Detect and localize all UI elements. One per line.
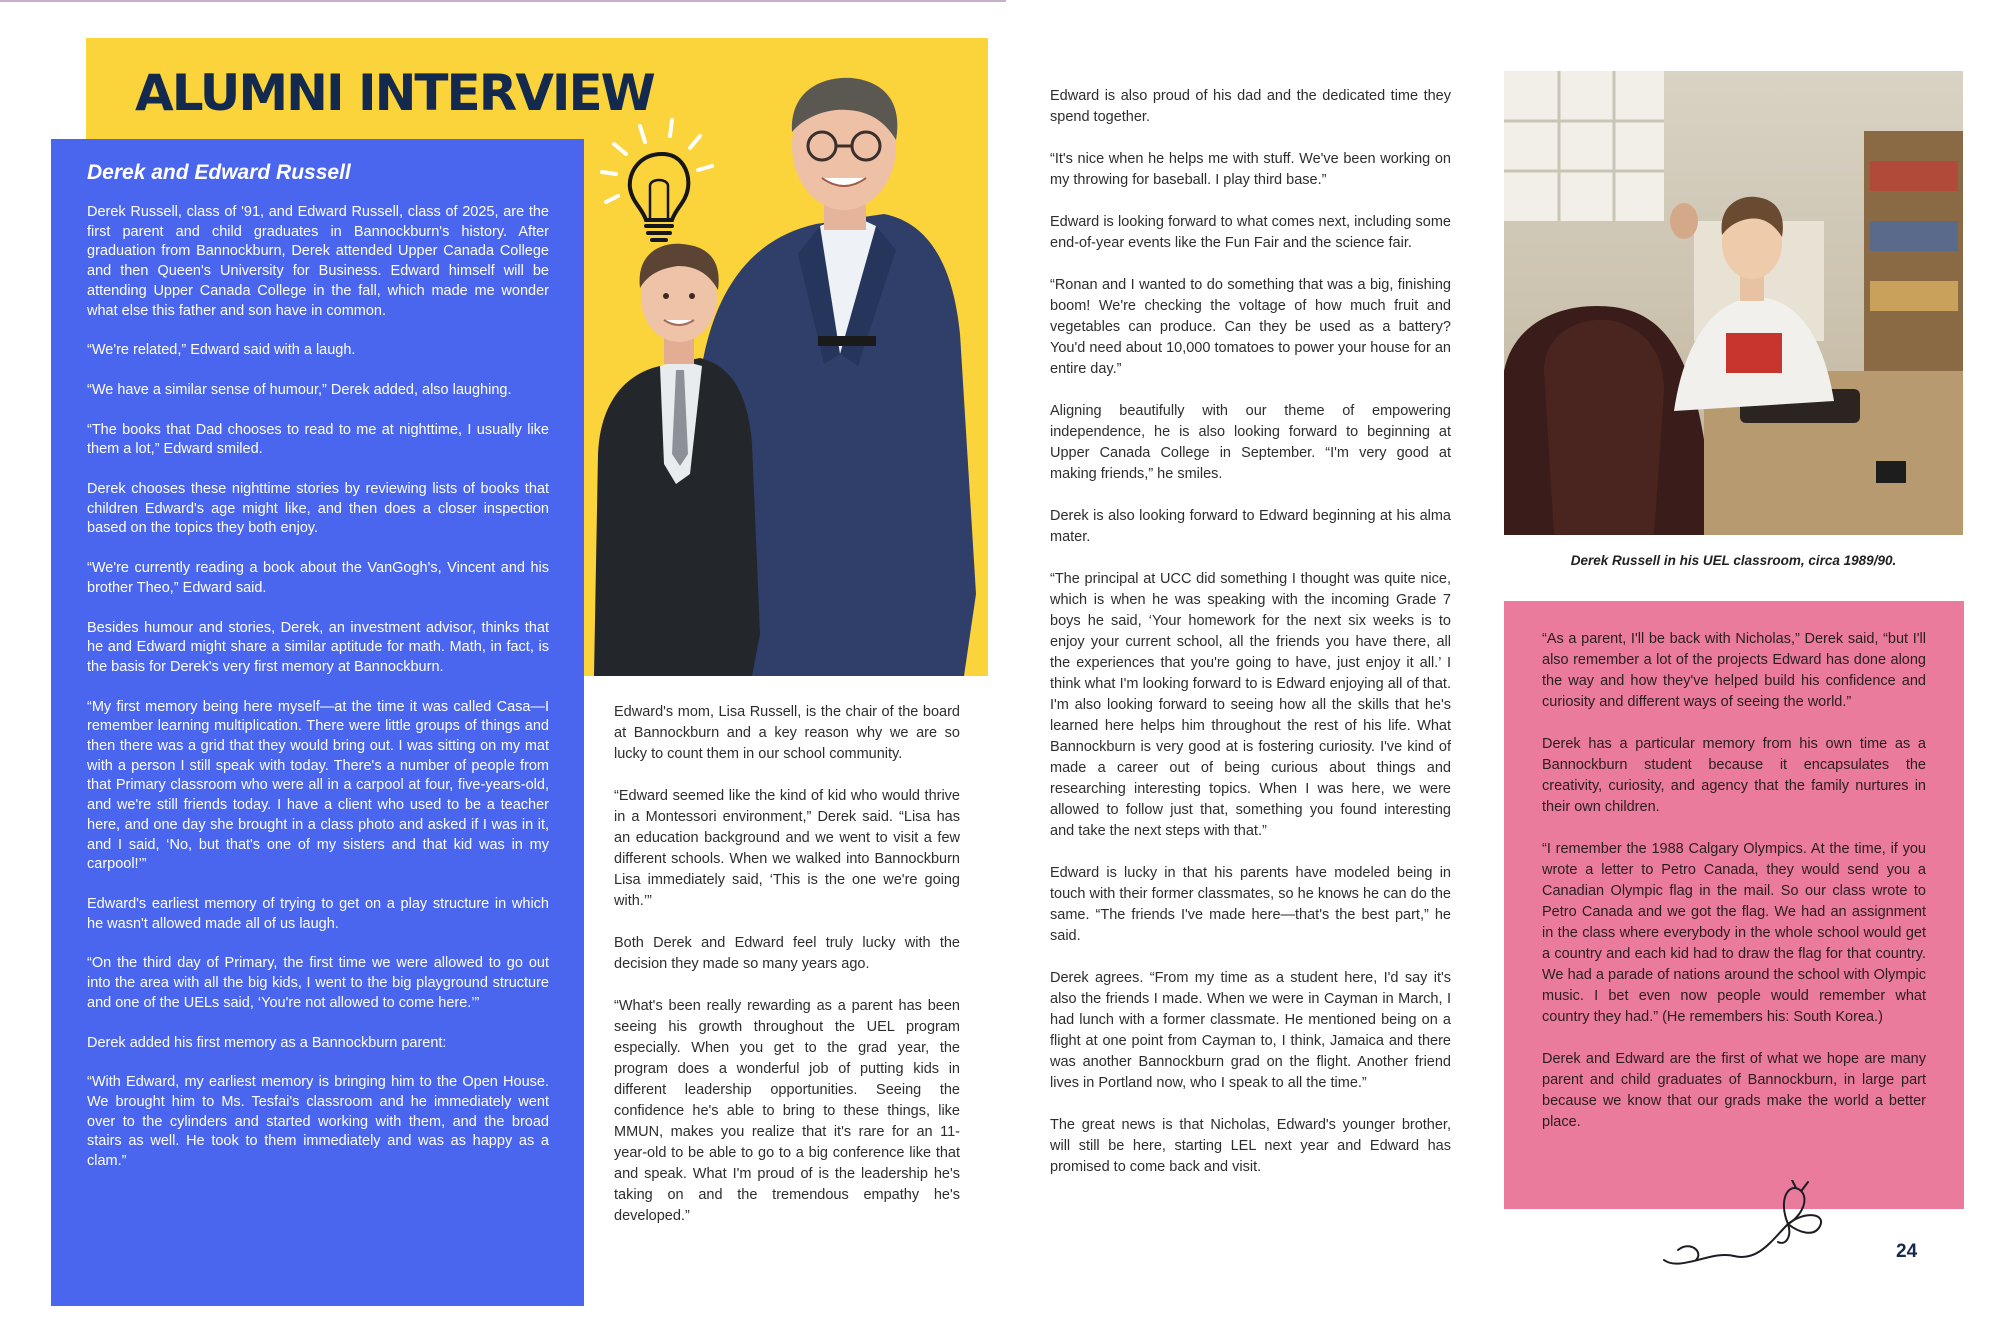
paragraph: “I remember the 1988 Calgary Olympics. At the time, if you wrote a letter to Petro Canada, they would send you a Canadian Olympic flag in the mail. So our class wrote to Petro Canada and we got the flag. We had an assignment in the class where everybody in the whole school would get a country and each kid had to draw the flag for that country. We had a parade of nations around the school with Olympic music. I bet even now people would remember what country they had.” (He remembers his: South Korea.): [1542, 841, 1926, 1025]
interview-heading: Derek and Edward Russell: [87, 161, 351, 184]
paragraph: Edward is lucky in that his parents have modeled being in touch with their former classmates, so he knows he can do the same. “The friends I've made here—that's the best part,” he said.: [1050, 865, 1451, 944]
paragraph: Derek and Edward are the first of what we hope are many parent and child graduates of Bannockburn, in large part because we know that our grads make the world a better place.: [1542, 1051, 1926, 1130]
pullout-box: [1504, 601, 1964, 1209]
photo-caption: Derek Russell in his UEL classroom, circa 1989/90.: [1570, 553, 1897, 568]
paragraph: “It's nice when he helps me with stuff. We've been working on my throwing for baseball. I play third base.”: [1050, 151, 1451, 188]
paragraph: Edward's earliest memory of trying to get on a play structure in which he wasn't allowed made all of us laugh.: [87, 895, 549, 932]
article-column-right: [1050, 86, 1451, 1199]
page-number: 24: [1896, 1241, 1918, 1262]
paragraph: Derek Russell, class of '91, and Edward Russell, class of 2025, are the first parent and child graduates in Bannockburn's history. After graduation from Bannockburn, Derek attended Upper Canada College and then Queen's University for Business. Edward himself will be attending Upper Canada College in the fall, which made me wonder what else this father and son have in common.: [87, 204, 549, 319]
paragraph: Derek is also looking forward to Edward beginning at his alma mater.: [1050, 508, 1451, 545]
paragraph: “Ronan and I wanted to do something that was a big, finishing boom! We're checking the voltage of how much fruit and vegetables can produce. Can they be used as a battery? You'd need about 10,000 tomatoes to power your house for an entire day.”: [1050, 277, 1451, 377]
paragraph: Edward's mom, Lisa Russell, is the chair of the board at Bannockburn and a key reason why we are so lucky to count them in our school community.: [614, 704, 960, 762]
paragraph: “We have a similar sense of humour,” Derek added, also laughing.: [87, 381, 512, 398]
top-rule: [0, 0, 1006, 2]
paragraph: “My first memory being here myself—at the time it was called Casa—I remember learning multiplication. There were little groups of things and then there was a grid that they would bring out. I was sitting on my mat with a person I still speak with today. There's a number of people from that Primary classroom who were all in a carpool at four, five-years-old, and we're still friends today. I have a client who used to be a teacher here, and one day she brought in a class photo and asked if I was in it, and I said, ‘No, but that's one of my sisters and that kid was in my carpool!’”: [87, 698, 549, 873]
butterfly-icon: [1660, 1180, 1830, 1272]
intro-sidebar: [51, 139, 584, 1306]
paragraph: The great news is that Nicholas, Edward's younger brother, will still be here, starting LEL next year and Edward has promised to come back and visit.: [1050, 1117, 1451, 1175]
paragraph: Both Derek and Edward feel truly lucky with the decision they made so many years ago.: [614, 935, 960, 972]
paragraph: “What's been really rewarding as a parent has been seeing his growth throughout the UEL program especially. When you get to the grad year, the program does a wonderful job of putting kids in different leadership opportunities. Seeing the confidence he's able to bring to these things, like MMUN, makes you realize that it's rare for an 11-year-old to be able to go to a big conference like that and speak. What I'm proud of is the leadership he's taking on and the tremendous empathy he's developed.”: [614, 998, 960, 1224]
father-son-photo: [584, 74, 988, 676]
paragraph: Derek has a particular memory from his own time as a Bannockburn student because it encapsulates the creativity, curiosity, and agency that the family nurtures in their own children.: [1542, 736, 1926, 815]
paragraph: Aligning beautifully with our theme of empowering independence, he is also looking forward to beginning at Upper Canada College in September. “I'm very good at making friends,” he smiles.: [1050, 403, 1451, 482]
paragraph: “Edward seemed like the kind of kid who would thrive in a Montessori environment,” Derek said. “Lisa has an education background and we went to visit a few different schools. When we walked into Bannockburn Lisa immediately said, ‘This is the one we're going with.’”: [614, 788, 960, 909]
paragraph: “We're currently reading a book about the VanGogh's, Vincent and his brother Theo,” Edward said.: [87, 560, 549, 596]
paragraph: Edward is also proud of his dad and the dedicated time they spend together.: [1050, 88, 1451, 125]
lightbulb-icon: [602, 120, 712, 240]
paragraph: Edward is looking forward to what comes next, including some end-of-year events like the Fun Fair and the science fair.: [1050, 214, 1451, 251]
paragraph: “We're related,” Edward said with a laugh.: [87, 342, 356, 359]
page-title: ALUMNI INTERVIEW: [135, 64, 654, 122]
paragraph: Derek added his first memory as a Bannockburn parent:: [87, 1034, 447, 1051]
paragraph: “As a parent, I'll be back with Nicholas,” Derek said, “but I'll also remember a lot of the projects Edward has done along the way and how they've helped build his confidence and curiosity and different ways of seeing the world.”: [1542, 631, 1926, 710]
paragraph: Besides humour and stories, Derek, an investment advisor, thinks that he and Edward might share a similar aptitude for math. Math, in fact, is the basis for Derek's very first memory at Bannockburn.: [87, 619, 549, 675]
paragraph: “The books that Dad chooses to read to me at nighttime, I usually like them a lot,” Edward smiled.: [87, 421, 549, 458]
paragraph: “The principal at UCC did something I thought was quite nice, which is when he was speaking with the incoming Grade 7 boys he said, ‘Your homework for the next six weeks is to enjoy your current school, all the friends you have there, all the experiences that you're going to have, just enjoy it all.’ I think what I'm looking forward to is Edward enjoying all of that. I'm also looking forward to seeing how all the skills that he's learned here helps him throughout the rest of his life. What Bannockburn is very good at is fostering curiosity. I've kind of made a career out of being curious about things and researching interesting topics. When I was here, we were allowed to follow just that, something you found interesting and take the next steps with that.”: [1050, 571, 1451, 839]
classroom-photo: [1504, 71, 1963, 535]
paragraph: Derek chooses these nighttime stories by reviewing lists of books that children Edward's age might like, and then does a closer inspection based on the topics they both enjoy.: [87, 481, 549, 537]
paragraph: “On the third day of Primary, the first time we were allowed to go out into the area with all the big kids, I went to the big playground structure and one of the UELs said, ‘You're not allowed to come here.’”: [87, 955, 549, 1011]
paragraph: “With Edward, my earliest memory is bringing him to the Open House. We brought him to Ms. Tesfai's classroom and he immediately went over to the cylinders and started working with them, and the broad stairs as well. He took to them immediately and was as happy as a clam.”: [87, 1074, 549, 1170]
paragraph: Derek agrees. “From my time as a student here, I'd say it's also the friends I made. When we were in Cayman in March, I had lunch with a former classmate. He mentioned being on a flight at one point from Cayman to, I think, Jamaica and there was another Bannockburn grad on the flight. Another friend lives in Portland now, who I speak to all the time.”: [1050, 970, 1451, 1091]
article-column-middle: [614, 702, 960, 1248]
